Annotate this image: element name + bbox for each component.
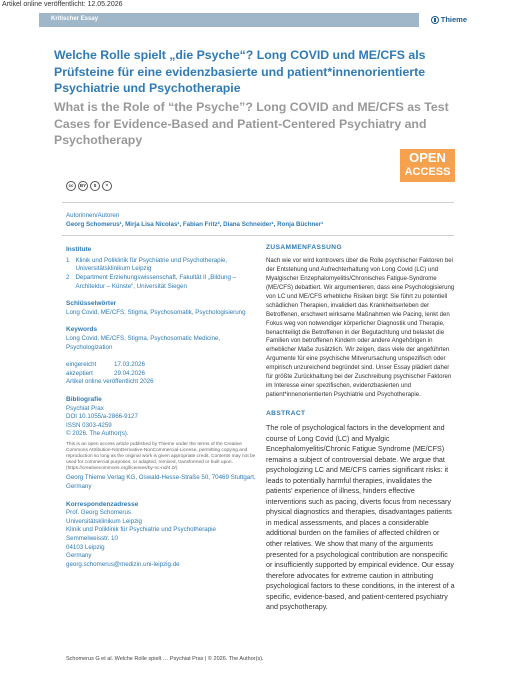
authors: Georg Schomerus¹, Mirja Lisa Nicolas¹, Fabian Fritz², Diana Schneider¹, Ronja Büchner¹ xyxy=(66,220,324,228)
abstract-label: ABSTRACT xyxy=(266,410,306,417)
dates-block xyxy=(66,361,256,387)
license-icons xyxy=(66,181,112,191)
schluesselwoerter: Long Covid, ME/CFS, Stigma, Psychosomatik, Psychologisierung xyxy=(66,308,246,316)
abstract-column xyxy=(266,244,456,613)
doi[interactable]: DOI 10.1055/a-2866-9127 xyxy=(66,413,138,421)
institute-item xyxy=(66,257,256,274)
korrespondenz-line: Semmelweisstr. 10 xyxy=(66,534,118,542)
divider xyxy=(62,235,454,236)
date-value: 29.04.2026 xyxy=(114,369,145,377)
publisher: Georg Thieme Verlag KG, Oswald-Hesse-Straße 50, 70469 Stuttgart, Germany xyxy=(66,474,256,490)
journal: Psychiat Prax xyxy=(66,404,104,412)
email-link[interactable]: georg.schomerus@medizin.uni-leipzig.de xyxy=(66,560,180,568)
brand-label: Thieme xyxy=(440,15,467,24)
nd-icon: = xyxy=(102,181,112,191)
header-bar xyxy=(39,13,467,27)
korrespondenz-line: Universitätsklinikum Leipzig xyxy=(66,517,142,525)
divider xyxy=(62,202,454,203)
cc-icon: cc xyxy=(66,181,76,191)
open-access-line2: ACCESS xyxy=(404,166,451,178)
korrespondenz-line: 04103 Leipzig xyxy=(66,543,105,551)
date-label: eingereicht xyxy=(66,361,97,369)
title-german: Welche Rolle spielt „die Psyche“? Long COVID und ME/CFS als Prüfsteine für eine evidenzbasierte und patient*innenorientierte Psychiatrie und Psychotherapie xyxy=(54,48,426,95)
open-access-badge xyxy=(400,149,455,182)
copyright: © 2026. The Author(s). xyxy=(66,430,129,438)
online-date: Artikel online veröffentlicht: 12.05.2026 xyxy=(2,1,123,8)
category-band xyxy=(39,13,419,27)
korrespondenz-line: Klinik und Poliklinik für Psychiatrie und Psychotherapie xyxy=(66,526,216,534)
by-icon: BY xyxy=(78,181,88,191)
abstract-text: The role of psychological factors in the development and course of Long Covid (LC) and Myalgic Encephalomyelitis/Chronic Fatigue Syndrome (ME/CFS) remains a subject of controversial debate. We argue that psychologizing LC and ME/CFS carries significant risks: it leads to potentially harmful therapies, invalidates the patients’ experience of illness, hinders effective interventions such as pacing, diverts focus from necessary physical diagnostics and therapies, disadvantages patients in medical assessments, and places a considerable additional burden on the families of affected children or other relatives. We show that many of the arguments presented for a psychological contribution are nonspecific or insufficiently supported by empirical evidence. Our essay therefore advocates for extreme caution in attributing psychological factors to these conditions, in the interest of a specific, evidence-based, and patient-centered psychiatry and psychotherapy. xyxy=(266,424,455,612)
authors-label: Autorinnen/Autoren xyxy=(66,212,120,219)
institute-number: 1 xyxy=(66,256,70,264)
keywords-label: Keywords xyxy=(66,326,98,334)
title-english: What is the Role of “the Psyche”? Long COVID and ME/CFS as Test Cases for Evidence-Based and Patient-Centered Psychiatry and Psychotherapy xyxy=(54,100,449,147)
schluesselwoerter-label: Schlüsselwörter xyxy=(66,300,117,308)
keywords: Long Covid, ME/CFS, Stigma, Psychosomatic Medicine, Psychologization xyxy=(66,334,221,351)
thieme-logo xyxy=(431,15,467,24)
issn: ISSN 0303-4259 xyxy=(66,421,112,429)
korrespondenz-line: Prof. Georg Schomerus xyxy=(66,509,131,517)
nc-icon: $ xyxy=(90,181,100,191)
institute-number: 2 xyxy=(66,273,70,281)
institute-text: Klinik und Poliklinik für Psychiatrie und Psychotherapie, Universitätsklinikum Leipzig xyxy=(75,256,228,273)
open-access-line1: OPEN xyxy=(409,150,446,165)
institute-label: Institute xyxy=(66,246,92,254)
date-value: 17.03.2026 xyxy=(114,361,145,369)
category-label: Kritischer Essay xyxy=(51,16,99,22)
date-label: akzeptiert xyxy=(66,369,93,377)
license-text: This is an open access article published by Thieme under the terms of the Creative Commons Attribution-NonDerivative-NonCommercial-License, permitting copying and reproduction so long as the original work is given appropriate credit. Contents may not be used for commercial purposes, or adapted, remixed, transformed or built upon. (https://creativecommons.org/licenses/by-nc-nd/4.0/) xyxy=(66,441,256,472)
zusammenfassung-label: ZUSAMMENFASSUNG xyxy=(266,244,342,251)
date-row xyxy=(66,370,256,379)
thieme-icon xyxy=(431,16,439,24)
institute-text: Department Erziehungswissenschaft, Fakultät II „Bildung – Architektur – Künste“, Universität Siegen xyxy=(75,273,237,290)
zusammenfassung-text: Nach wie vor wird kontrovers über die Rolle psychischer Faktoren bei der Entstehung und Aufrechterhaltung von Long Covid (LC) und Myalgischer Enzephalomyelitis/Chronisches Fatigue-Syndrome (ME/CFS) debattiert. Wir argumentieren, dass eine Psychologisierung von LC und ME/CFS erhebliche Risiken birgt: Sie führt zu potentiell schädlichen Therapien, invalidiert das Krankheitserleben der Betroffenen, erschwert wirksame Maßnahmen wie Pacing, lenkt den Fokus weg von notwendiger körperlicher Diagnostik und Therapie, benachteiligt die Betroffenen in der Begutachtung und belastet die Familien von betroffenen Kindern oder andere Angehörigen in erheblicher Maße zusätzlich. Wir zeigen, dass viele der angeführten Argumente für eine psychische Mitverursachung unspezifisch oder empirisch unzureichend begründet sind. Unser Essay plädiert daher für größte Zurückhaltung bei der Zuschreibung psychischer Faktoren im Interesse einer spezifischen, evidenzbasierten und patient*innenorientierten Psychiatrie und Psychotherapie. xyxy=(266,257,455,399)
bibliografie-label: Bibliografie xyxy=(66,395,102,403)
page-footer: Schomerus G et al. Welche Rolle spielt … Psychiat Prax | © 2026. The Author(s). xyxy=(66,656,264,662)
institute-item xyxy=(66,274,256,291)
online-line: Artikel online veröffentlicht 2026 xyxy=(66,378,154,386)
korrespondenz-label: Korrespondenzadresse xyxy=(66,500,139,508)
korrespondenz-line: Germany xyxy=(66,552,92,560)
date-row xyxy=(66,361,256,370)
